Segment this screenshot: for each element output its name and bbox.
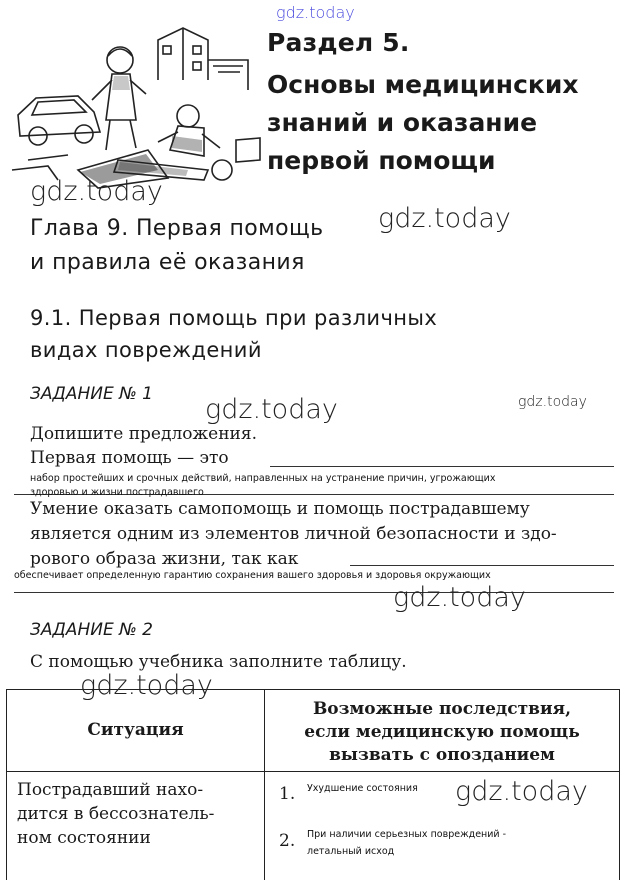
- table-header-situation: Ситуация: [87, 720, 184, 740]
- task1-paragraph: [30, 497, 557, 572]
- watermark: gdz.today: [378, 203, 511, 234]
- header-line: вызвать с опозданием: [329, 745, 555, 765]
- task1-line1: Первая помощь — это: [30, 448, 229, 468]
- task1-instruction: Допишите предложения.: [30, 424, 257, 444]
- consequence-text: летальный исход: [307, 846, 395, 857]
- watermark: gdz.today: [455, 776, 588, 807]
- consequence-text: Ухудшение состояния: [307, 783, 418, 794]
- answer-blank: [270, 466, 614, 467]
- chapter-title: [30, 212, 324, 280]
- paragraph-line: Умение оказать самопомощь и помощь пострадавшему: [30, 499, 530, 519]
- watermark: gdz.today: [30, 176, 163, 207]
- header-line: если медицинскую помощь: [304, 722, 580, 742]
- section-title-line: Основы медицинских: [267, 70, 579, 99]
- accident-illustration: [8, 20, 263, 190]
- chapter-title-line: Глава 9. Первая помощь: [30, 216, 324, 241]
- consequence-number: 2.: [279, 831, 296, 851]
- consequence-text: При наличии серьезных повреждений -: [307, 829, 507, 840]
- task2-instruction: С помощью учебника заполните таблицу.: [30, 652, 407, 672]
- watermark: gdz.today: [518, 394, 587, 410]
- paragraph-line: является одним из элементов личной безопасности и здо-: [30, 524, 557, 544]
- answer-blank: [350, 565, 614, 566]
- table-header-consequences: [265, 698, 619, 767]
- answer-handwritten: здоровью и жизни пострадавшего: [30, 487, 204, 498]
- section-title-line: первой помощи: [267, 146, 496, 175]
- subsection-title-line: 9.1. Первая помощь при различных: [30, 306, 438, 330]
- task1-heading: ЗАДАНИЕ № 1: [30, 384, 153, 404]
- chapter-title-line: и правила её оказания: [30, 250, 305, 275]
- subsection-title: [30, 302, 437, 366]
- section-label: Раздел 5.: [267, 28, 410, 57]
- situation-line: Пострадавший нахо-: [17, 780, 204, 800]
- task2-heading: ЗАДАНИЕ № 2: [30, 620, 153, 640]
- situation-line: дится в бессознатель-: [17, 804, 215, 824]
- section-title: [267, 66, 579, 180]
- consequence-number: 1.: [279, 784, 296, 804]
- header-line: Возможные последствия,: [312, 699, 572, 719]
- subsection-title-line: видах повреждений: [30, 338, 262, 362]
- watermark: gdz.today: [393, 582, 526, 613]
- answer-handwritten: набор простейших и срочных действий, направленных на устранение причин, угрожающих: [30, 473, 496, 484]
- paragraph-line: рового образа жизни, так как: [30, 549, 299, 569]
- watermark: gdz.today: [80, 670, 213, 701]
- table-header-divider: [7, 771, 619, 772]
- table-cell-situation: [17, 778, 214, 850]
- answer-handwritten: обеспечивает определенную гарантию сохранения вашего здоровья и здоровья окружающих: [14, 570, 491, 581]
- section-title-line: знаний и оказание: [267, 108, 538, 137]
- watermark: gdz.today: [205, 394, 338, 425]
- situation-line: ном состоянии: [17, 828, 151, 848]
- watermark-top: gdz.today: [276, 3, 355, 22]
